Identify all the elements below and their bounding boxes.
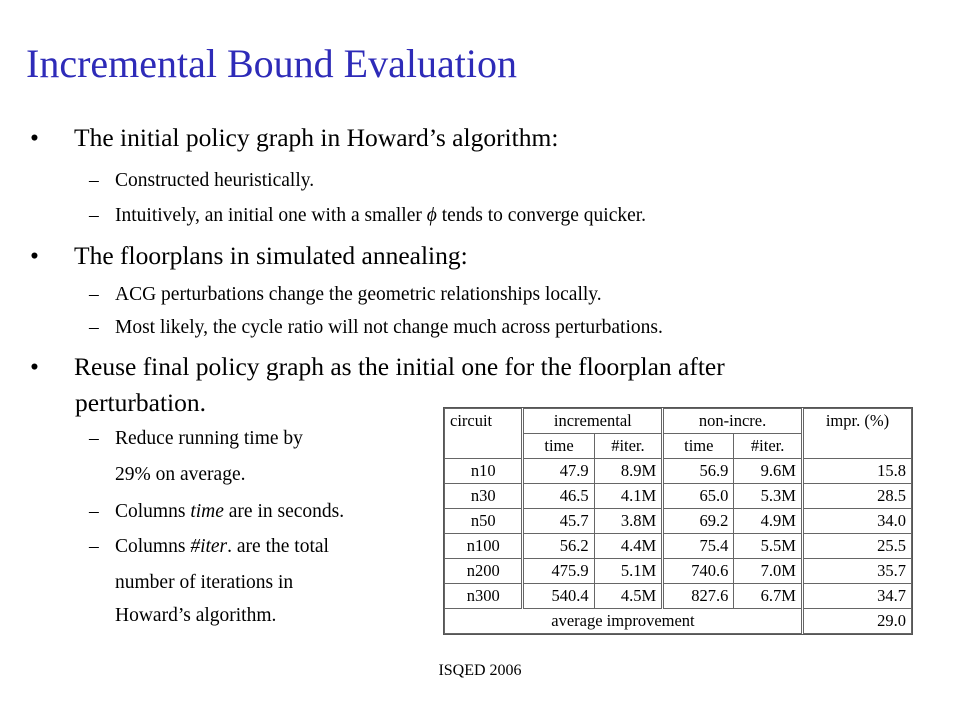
dash-marker: – (89, 536, 99, 557)
cell-circuit: n30 (445, 484, 523, 509)
header-impr-empty (802, 434, 911, 459)
bullet-2-text: The floorplans in simulated annealing: (74, 241, 468, 270)
phi-symbol: ϕ (426, 205, 437, 226)
slide-title: Incremental Bound Evaluation (26, 41, 517, 86)
dash-marker: – (89, 428, 99, 449)
bullet-1-sub-2-text-a: Intuitively, an initial one with a smaller (115, 205, 422, 226)
cell-non-time: 75.4 (663, 534, 734, 559)
bullet-3-text-line1: Reuse final policy graph as the initial one for the floorplan after (74, 352, 725, 381)
header-incremental: incremental (523, 409, 663, 434)
bullet-3-sub-1-cont: 29% on average. (115, 464, 246, 485)
cell-inc-iter: 3.8M (594, 509, 663, 534)
cell-inc-iter: 4.5M (594, 584, 663, 609)
cell-circuit: n100 (445, 534, 523, 559)
cell-non-iter: 7.0M (734, 559, 803, 584)
bullet-1-sub-2-text-b: tends to converge quicker. (441, 205, 647, 226)
bullet-2 (30, 241, 468, 271)
bullet-3-sub-3-cont-2: Howard’s algorithm. (115, 605, 277, 626)
cell-non-iter: 9.6M (734, 459, 803, 484)
cell-non-time: 827.6 (663, 584, 734, 609)
cell-inc-iter: 4.1M (594, 484, 663, 509)
bullet-3 (30, 352, 725, 382)
average-improvement-value: 29.0 (802, 609, 911, 634)
header-impr: impr. (%) (802, 409, 911, 434)
bullet-3-sub-3-text-a: Columns (115, 536, 186, 557)
header-non-iter: #iter. (734, 434, 803, 459)
bullet-3-sub-3-cont-1: number of iterations in (115, 572, 294, 593)
table-row (445, 509, 912, 534)
bullet-1 (30, 123, 558, 153)
header-circuit: circuit (445, 409, 523, 434)
table-row (445, 559, 912, 584)
cell-inc-time: 46.5 (523, 484, 594, 509)
dash-marker: – (89, 284, 99, 305)
cell-inc-time: 45.7 (523, 509, 594, 534)
bullet-1-sub-1-text: Constructed heuristically. (115, 170, 315, 191)
table-row (445, 584, 912, 609)
bullet-2-sub-1 (89, 284, 602, 306)
header-non-time: time (663, 434, 734, 459)
table-row (445, 534, 912, 559)
bullet-3-sub-1 (89, 428, 303, 450)
table-row (445, 484, 912, 509)
bullet-marker: • (30, 352, 39, 381)
dash-marker: – (89, 170, 99, 191)
slide-footer: ISQED 2006 (438, 662, 522, 679)
cell-circuit: n10 (445, 459, 523, 484)
cell-non-time: 740.6 (663, 559, 734, 584)
cell-impr: 34.7 (802, 584, 911, 609)
results-table (443, 407, 913, 635)
table-row (445, 459, 912, 484)
dash-marker: – (89, 317, 99, 338)
bullet-3-sub-2-text-a: Columns (115, 501, 186, 522)
cell-impr: 28.5 (802, 484, 911, 509)
bullet-1-text: The initial policy graph in Howard’s algorithm: (74, 123, 559, 152)
cell-inc-iter: 5.1M (594, 559, 663, 584)
cell-inc-time: 47.9 (523, 459, 594, 484)
cell-circuit: n50 (445, 509, 523, 534)
cell-non-iter: 6.7M (734, 584, 803, 609)
cell-non-time: 65.0 (663, 484, 734, 509)
cell-non-iter: 5.5M (734, 534, 803, 559)
bullet-3-sub-2 (89, 501, 344, 523)
bullet-3-sub-3-text-b: . are the total (227, 536, 329, 557)
bullet-3-sub-2-em: time (190, 501, 224, 522)
dash-marker: – (89, 205, 99, 226)
bullet-marker: • (30, 241, 39, 270)
table-average-row (445, 609, 912, 634)
header-inc-iter: #iter. (594, 434, 663, 459)
header-inc-time: time (523, 434, 594, 459)
cell-impr: 35.7 (802, 559, 911, 584)
cell-non-iter: 4.9M (734, 509, 803, 534)
bullet-2-sub-2-text: Most likely, the cycle ratio will not change much across perturbations. (115, 317, 663, 338)
dash-marker: – (89, 501, 99, 522)
bullet-1-sub-2 (89, 205, 646, 227)
bullet-3-sub-3 (89, 536, 329, 558)
bullet-3-sub-3-em: #iter (190, 536, 228, 557)
cell-inc-time: 56.2 (523, 534, 594, 559)
table-header-row (445, 409, 912, 434)
cell-circuit: n200 (445, 559, 523, 584)
bullet-marker: • (30, 123, 39, 152)
bullet-2-sub-1-text: ACG perturbations change the geometric relationships locally. (115, 284, 602, 305)
cell-impr: 34.0 (802, 509, 911, 534)
cell-inc-time: 540.4 (523, 584, 594, 609)
header-nonincre: non-incre. (663, 409, 803, 434)
cell-circuit: n300 (445, 584, 523, 609)
cell-inc-time: 475.9 (523, 559, 594, 584)
cell-non-iter: 5.3M (734, 484, 803, 509)
bullet-3-sub-1-text: Reduce running time by (115, 428, 303, 449)
cell-inc-iter: 8.9M (594, 459, 663, 484)
bullet-3-sub-2-text-b: are in seconds. (228, 501, 345, 522)
cell-non-time: 69.2 (663, 509, 734, 534)
average-improvement-label: average improvement (445, 609, 803, 634)
header-circuit-empty (445, 434, 523, 459)
table-subheader-row (445, 434, 912, 459)
bullet-2-sub-2 (89, 317, 663, 339)
cell-non-time: 56.9 (663, 459, 734, 484)
bullet-3-text-line2: perturbation. (75, 388, 206, 417)
cell-inc-iter: 4.4M (594, 534, 663, 559)
bullet-1-sub-1 (89, 170, 314, 192)
cell-impr: 15.8 (802, 459, 911, 484)
cell-impr: 25.5 (802, 534, 911, 559)
